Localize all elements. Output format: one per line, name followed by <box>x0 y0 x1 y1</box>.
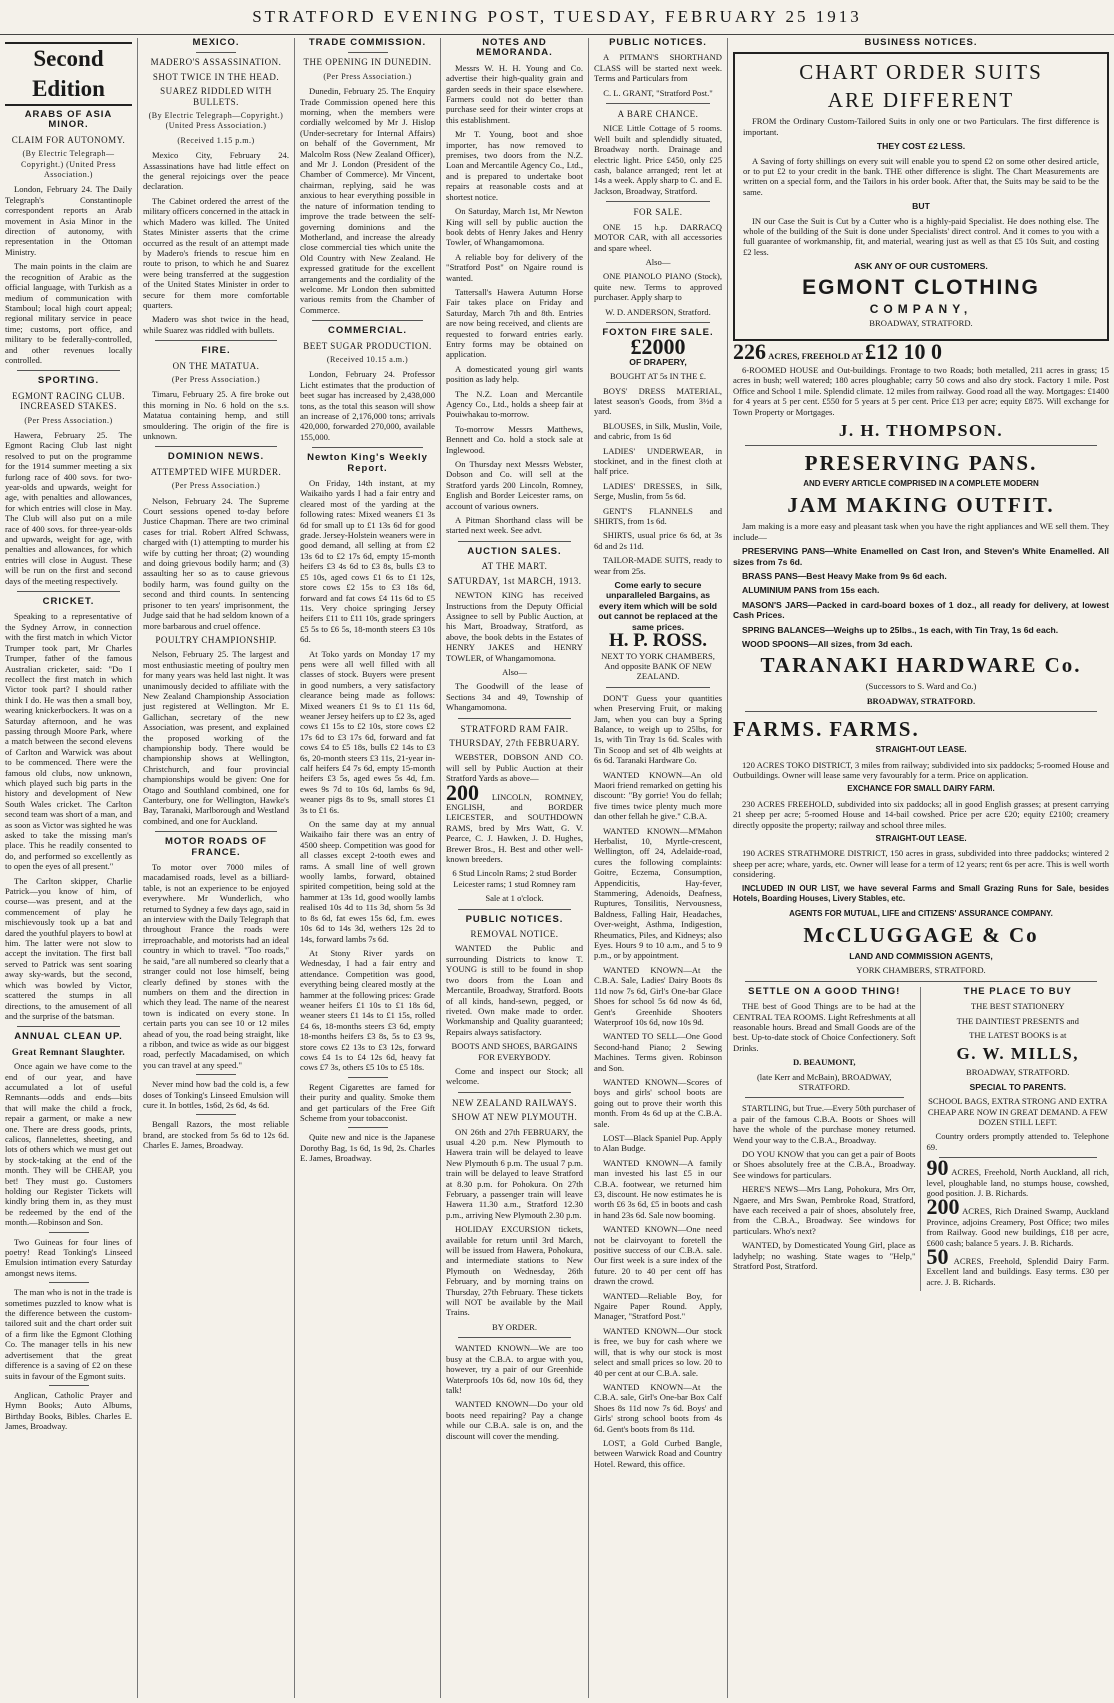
chart-order-paragraph: IN our Case the Suit is Cut by a Cutter who is a highly-paid Specialist. He does nothing else. The whole of the building of the Suit is done under Specialists' direct control. And it comes to you with a full guarantee of workmanship, fit, and material, wearing just as well as that £5 10s Suit, and costing £2 less. <box>743 215 1099 257</box>
mart-date: SATURDAY, 1st MARCH, 1913. <box>447 575 582 586</box>
wanted-paragraph: WANTED TO SELL—One Good Second-hand Piano; 2 Sewing Machines. Terms given. Robinson and Son. <box>594 1031 722 1073</box>
mart-subheading: AT THE MART. <box>481 561 548 572</box>
farms-title: FARMS. <box>733 717 824 742</box>
chart-order-ask: ASK ANY OF OUR CUSTOMERS. <box>854 261 988 272</box>
arabs-byline: (By Electric Telegraph—Copyright.) (United Press Association.) <box>21 149 116 180</box>
divider <box>196 1074 236 1075</box>
newton-paragraph: At Toko yards on Monday 17 my pens were all well filled with all classes of stock. Buyers were present in good numbers, a very satisfactory clearance being made as follows: Mixed weaners £1 9s to £1 11s 6d, weaner Jersey heifers up to £2 3s, aged cows £1 15s to £2 10s, store cows £2 17s 6d to £3 17s 6d, forward and fat cows £4 to £5 18s, bulls £2 14s to £3 6s, 20-month steers £3 11s, 21-year in-calf heifers £4 7s 6d, empty 15-month heifers £3 5s, aged ewes 5s 4d, f.m. ewes 9s 7d to 10s 6d, lambs 6s 9d, weaner pigs 8s to 9s, small stores £1 3s to £1 6s. <box>300 648 435 815</box>
cricket-paragraph: The Carlton skipper, Charlie Patrick—you know of him, of course—was present, and at the commencement of play he mischievously took up a bat and dared the youthful players to bowl at him. The latter were not slow to accept the invitation. The first ball served to Patrick was sent soaring away sky-wards, but the second, which was bowled by Victor, scattered the stumps in all directions, to the amusement of all and the surprise of the batsman. <box>5 875 132 1021</box>
newton-paragraph: At Stony River yards on Wednesday, I had a fair entry and attendance. Competition was good, everything being cleared mostly at the hammer at the following prices: Grade weaner heifers £1 10s to £1 18s 6d, weaner steers £1 14s to £1 15s, rolled £4 6s, 18-months steers £3 6d, empty 18-months heifers £3 8s, 5s to £3 9s, store cows £2 13s to £3 12s, forward cows £4 1s to £4 12s 6d, heavy fat cows £7 3s, others £5 10s to £5 18s. <box>300 947 435 1073</box>
mexico-subheading: SHOT TWICE IN THE HEAD. <box>152 71 280 82</box>
divider <box>155 831 277 832</box>
bottom-left-ads <box>733 987 921 1292</box>
notes-paragraph: Messrs W. H. H. Young and Co. advertise their high-quality grain and garden seeds in their space elsewhere. Farmers could not do better than purchase seed for their winter crops at this establishment. <box>446 62 583 125</box>
divider <box>458 718 571 719</box>
divider <box>745 445 1097 446</box>
ross-name: H. P. ROSS. <box>608 630 708 652</box>
mart-also: Also— <box>502 666 527 677</box>
jam-item: BRASS PANS—Best Heavy Make from 9s 6d each. <box>742 570 947 581</box>
mccluggage-address: YORK CHAMBERS, STRATFORD. <box>856 965 986 976</box>
jam-paragraph: Jam making is a more easy and pleasant task when you have the right appliances and WE sell them. They include— <box>733 521 1109 542</box>
jam-item-list <box>733 546 1109 649</box>
notes-paragraph: On Saturday, March 1st, Mr Newton King will sell by public auction the book debts of Henry Jakes and Henry Towler, of Whangamomona. <box>446 206 583 248</box>
foxton-item: LADIES' DRESSES, in Silk, Serge, Muslin, from 5s 6d. <box>594 480 722 502</box>
removal-paragraph: WANTED the Public and surrounding Districts to know T. YOUNG is still to be found in shop two doors from the Loan and Mercantile, Broadway, Stratford. Boots of all kinds, hand-sewn, pegged, or riveted. Own make made to order. Workmanship and Quality guaranteed; Repairs always satisfactory. <box>446 943 583 1037</box>
place-line: THE DAINTIEST PRESENTS and <box>956 1015 1079 1026</box>
bibles-paragraph: Anglican, Catholic Prayer and Hymn Books; Auto Albums, Birthday Books, Bibles. Charles E. James, Broadway. <box>5 1389 132 1432</box>
bottom-right-ads <box>927 987 1110 1292</box>
mccluggage-subtitle: LAND AND COMMISSION AGENTS, <box>849 950 993 961</box>
for-sale-paragraph: ONE 15 h.p. DARRACQ MOTOR CAR, with all accessories and spare wheel. <box>594 221 722 253</box>
divider <box>606 687 710 688</box>
divider <box>348 1077 388 1078</box>
trade-heading: TRADE COMMISSION. <box>308 38 427 48</box>
wanted-paragraph: WANTED—Reliable Boy, for Ngaire Paper Round. Apply, Manager, "Stratford Post." <box>594 1290 722 1322</box>
pitman-contact: C. L. GRANT, "Stratford Post." <box>603 87 713 98</box>
mexico-byline: (By Electric Telegraph—Copyright.) (United Press Association.) <box>148 111 284 131</box>
ram-list: 6 Stud Lincoln Rams; 2 stud Border Leicester rams; 1 stud Romney ram <box>452 868 577 889</box>
arabs-heading: ARABS OF ASIA MINOR. <box>24 109 113 131</box>
thompson-name: J. H. THOMPSON. <box>838 420 1004 440</box>
wanted-paragraph: WANTED KNOWN—An old Maori friend remarked on getting his discount: "By gorrie! You do fellah; five times twice plenty much more dan other fellah he give." C.B.A. <box>594 769 722 822</box>
settle-heading: SETTLE ON A GOOD THING! <box>748 985 901 997</box>
mexico-paragraph: The Cabinet ordered the arrest of the military officers concerned in the attack in which Madero was killed. The United States Minister asserts that the crime occurred as the result of an attempt made by Madero's friends to rescue him en route to prison, to which he and Suarez were being transferred at the suggestion of the United States Minister in order to secure for them more comfortable quarters. <box>143 195 289 310</box>
wanted-paragraph: WANTED KNOWN—M'Mahon Herbalist, 10, Myrtle-crescent, Wellington, off 24, Adelaide-road, cures the following complaints: Goitre, Eczema, Consumption, Appendicitis, Hay-fever, Stammering, Adenoids, Deafness, Ruptures, Tonsilitis, Nervousness, Baldness, Falling Hair, Headaches, Over-weight, Asthma, Indigestion, Rheumatics, Piles, and Kidneys; also Eyes. Hours 9 to 10 a.m., and 5 to 9 p.m., or by appointment. <box>594 825 722 961</box>
fire-subheading: ON THE MATATUA. <box>172 360 260 371</box>
jam-item: SPRING BALANCES—Weighs up to 25lbs., 1s each, with Tin Tray, 1s 6d each. <box>742 624 1059 635</box>
wanted-paragraph: WANTED KNOWN—A family man invested his last £5 in our C.B.A. footwear, we returned him £3, discount. He now estimates he is worth £6 3s 6d, £5 in boots and cash in hand 23s 6d. Sale now booming. <box>594 1157 722 1220</box>
railways-subheading: NEW ZEALAND RAILWAYS. <box>451 1097 578 1108</box>
divider <box>745 1097 904 1098</box>
railways-paragraph: ON 26th and 27th FEBRUARY, the usual 4.20 p.m. New Plymouth to Hawera train will be delayed to leave New Plymouth 6 p.m. The usual 7 p.m. train will be delayed to leave Stratford at 8.30 p.m. for Pohokura. On 27th February, a passenger train will leave Hawera 11.30 a.m., Stratford 12.30 p.m., arriving New Plymouth 2.30 p.m. <box>446 1126 583 1220</box>
foxton-bought: BOUGHT AT 5s IN THE £. <box>610 371 706 382</box>
mexico-heading: MEXICO. <box>192 38 240 48</box>
mexico-paragraph: Mexico City, February 24. Assassinations have had little effect on the general rejoicings over the peace declaration. <box>143 150 289 192</box>
commercial-subheading: BEET SUGAR PRODUCTION. <box>303 340 432 351</box>
commercial-heading: COMMERCIAL. <box>327 325 408 337</box>
commercial-paragraph: London, February 24. Professor Licht estimates that the production of beet sugar has increased by 2,438,000 tons, as the total this season will show an increase of 2,176,000 tons; arrivals 420,000, forwarded 270,000, available 155,000. <box>300 369 435 442</box>
clean-up-heading: ANNUAL CLEAN UP. <box>14 1031 123 1043</box>
divider <box>17 1026 120 1027</box>
guineas-paragraph: Two Guineas for four lines of poetry! Read Tonking's Linseed Emulsion intimation every Saturday amongst news items. <box>5 1236 132 1278</box>
divider <box>606 201 710 202</box>
for-sale-subheading: FOR SALE. <box>633 207 683 218</box>
listing-acres: 90 <box>926 1155 949 1181</box>
public-notices-heading: PUBLIC NOTICES. <box>465 913 564 925</box>
taranaki-hardware-subtitle: (Successors to S. Ward and Co.) <box>865 681 977 692</box>
foxton-item: TAILOR-MADE SUITS, ready to wear from 25s. <box>594 555 722 576</box>
mart-paragraph: The Goodwill of the lease of Sections 34 and 49, Township of Whangamomona. <box>446 681 583 713</box>
listing-text: ACRES, Freehold, Splendid Dairy Farm. Excellent land and buildings. Easy terms. £30 per acre. J. B. Richards. <box>926 1256 1109 1287</box>
startling-paragraph: STARTLING, but True.—Every 50th purchaser of a pair of the famous C.B.A. Boots or Shoes will have the whole of the purchase money returned. Wend your way to the C.B.A., Broadway. <box>733 1103 916 1145</box>
divider <box>196 1114 236 1115</box>
taranaki-hardware-address: BROADWAY, STRATFORD. <box>866 695 976 706</box>
foxton-item: BOYS' DRESS MATERIAL, latest season's Goods, from 3½d a yard. <box>594 385 722 417</box>
wanted-paragraph: WANTED KNOWN—At the C.B.A. Sale, Ladies' Dairy Boots 8s 11d now 7s 6d, Girl's One-bar Glace Shoes for school 5s 6d now 4s 6d, Gent's Greenhide Shooters Waterproof 10s 6d, now 10s 9d. <box>594 964 722 1027</box>
listing-text: ACRES, Freehold, North Auckland, all rich, level, ploughable land, no stumps house, cowshed, good position. J. B. Richards. <box>926 1167 1109 1198</box>
special-heading: SPECIAL TO PARENTS. <box>969 1081 1066 1092</box>
by-order: BY ORDER. <box>491 1321 538 1332</box>
trade-byline: (Per Press Association.) <box>323 71 412 81</box>
foxton-note: Come early to secure unparalleled Bargains, as every item which will be sold out cannot be replaced at the same prices. <box>598 580 718 632</box>
farms-title: FARMS. <box>829 717 920 742</box>
foxton-item: SHIRTS, usual price 6s 6d, at 3s 6d and 2s 11d. <box>594 530 722 551</box>
mexico-received: (Received 1.15 p.m.) <box>177 135 255 145</box>
chart-order-title: CHART ORDER SUITS <box>799 60 1043 85</box>
chart-order-less: THEY COST £2 LESS. <box>876 141 966 152</box>
divider <box>606 322 710 323</box>
for-sale-paragraph: ONE PIANOLO PIANO (Stock), quite new. Terms to approved purchaser. Apply sharp to <box>594 271 722 303</box>
beaumont-address: (late Kerr and McBain), BROADWAY, STRATFORD. <box>756 1071 892 1092</box>
wanted-girl-paragraph: WANTED, by Domesticated Young Girl, place as ladyhelp; no washing. State wages to "Help," Stratford Post, Stratford. <box>733 1240 916 1272</box>
fire-paragraph: Timaru, February 25. A fire broke out this morning in No. 6 hold on the s.s. Matatua containing hemp, and still smouldering. The origin of the fire is unknown. <box>143 389 289 441</box>
divider <box>458 541 571 542</box>
divider <box>155 446 277 447</box>
divider <box>17 370 120 371</box>
mexico-subheading: MADERO'S ASSASSINATION. <box>150 57 282 68</box>
column-4 <box>441 38 589 1698</box>
column-3 <box>295 38 441 1698</box>
fire-heading: FIRE. <box>201 345 231 357</box>
chart-order-paragraph: FROM the Ordinary Custom-Tailored Suits in only one or two Particulars. The first difference is important. <box>743 116 1099 137</box>
sporting-heading: SPORTING. <box>37 375 100 387</box>
divider <box>458 909 571 910</box>
bottom-ads-row <box>733 987 1109 1292</box>
dominion-heading: DOMINION NEWS. <box>167 451 265 463</box>
egmont-address: BROADWAY, STRATFORD. <box>869 318 973 329</box>
wanted-paragraph: WANTED KNOWN—Our stock is free, we buy for cash where we will, that is why our stock is most select and small prices so low. 20 to 40 per cent at our C.B.A. sale. <box>594 1325 722 1378</box>
foxton-item: BLOUSES, in Silk, Muslin, Voile, and cabric, from 1s 6d <box>594 420 722 442</box>
settle-paragraph: THE best of Good Things are to be had at the CENTRAL TEA ROOMS. Light Refreshments at all reasonable hours. Bread and Small Goods are of the best. Up-to-date stock of Choice Confectionery. Soft Drinks. <box>733 1001 916 1053</box>
divider <box>49 1385 89 1386</box>
notes-heading: NOTES AND MEMORANDA. <box>476 38 553 59</box>
listing-text: ACRES, Rich Drained Swamp, Auckland Province, adjoins Creamery, Post Office; two miles from Railway. Good new buildings, £18 per acre, £600 cash; balance 5 years. J. B. Richards. <box>926 1206 1109 1248</box>
foxton-item: LADIES' UNDERWEAR, in stockinet, and in the finest cloth at half price. <box>594 445 722 477</box>
preserving-pans-title: PRESERVING PANS. <box>804 450 1038 475</box>
chart-order-title: ARE DIFFERENT <box>827 88 1015 113</box>
lost-paragraph: LOST, a Gold Curbed Bangle, between Warwick Road and Country Hotel. Reward, this office. <box>594 1437 722 1469</box>
farm-paragraph: 6-ROOMED HOUSE and Out-buildings. Frontage to two Roads; both metalled, 211 acres in grass; 15 acres in bush; well watered; 180 acres ploughable; carry 50 cows and also dry stock. Factory 1 mile. Post Office and School 1 mile. Splendid climate. 12 miles from railway. Good road all the way. Mortgages: £1400 for 4 years at 5 per cent. £550 for 5 years at 5 per cent. Price £13 per acre; equity £875. Will exchange for Town Property or Mortgages. <box>733 364 1109 417</box>
farm-price: £12 10 0 <box>864 338 942 364</box>
dominion-byline: (Per Press Association.) <box>171 481 261 491</box>
column-6 <box>728 38 1114 1698</box>
lease-heading: STRAIGHT-OUT LEASE. <box>875 745 967 755</box>
wanted-paragraph: WANTED KNOWN—One need not be clairvoyant to foretell the positive success of our C.B.A. sale. Our first week is a sure index of the future. 20 to 40 per cent off has drawn the crowd. <box>594 1224 722 1287</box>
mills-name: G. W. MILLS, <box>956 1044 1079 1064</box>
farm-type: ACRES, FREEHOLD AT <box>768 350 863 361</box>
divider <box>155 340 277 341</box>
divider <box>348 52 388 53</box>
auction-heading: AUCTION SALES. <box>467 545 562 557</box>
divider <box>348 1127 388 1128</box>
pitman-paragraph: A PITMAN'S SHORTHAND CLASS will be started next week. Terms and Particulars from <box>594 52 722 84</box>
preserving-subtitle: AND EVERY ARTICLE COMPRISED IN A COMPLETE MODERN <box>803 478 1039 488</box>
divider <box>49 1232 89 1233</box>
chart-order-paragraph: A Saving of forty shillings on every suit will enable you to spend £2 on some other desired article, or to put £2 to your credit in the bank. THE other difference is slight. The Chart Measurements are written on a special form, and the Tailors in his order book. After that, the Suits may be said to be the same. <box>743 155 1099 197</box>
for-sale-also: Also— <box>645 256 671 267</box>
divider <box>49 1282 89 1283</box>
chart-order-ad <box>733 52 1109 340</box>
clean-up-subheading: Great Remnant Slaughter. <box>11 1046 126 1057</box>
column-1 <box>0 38 138 1698</box>
emulsion-paragraph: Never mind how bad the cold is, a few doses of Tonking's Linseed Emulsion will cure it. In bottles, 1s6d, 2s 6d, 4s 6d. <box>143 1079 289 1110</box>
egmont-company: COMPANY, <box>869 301 973 316</box>
ram-breeds: LINCOLN, ROMNEY, ENGLISH, and BORDER LEICESTER, and SOUTHDOWN RAMS, bred by Mrs Watt, G. V. Pearce, C. J. Hawken, J. D. Hughes, Brewer Bros., H. Best and other well-known breeders. <box>446 791 583 865</box>
removal-subheading: REMOVAL NOTICE. <box>470 929 559 940</box>
jam-item: ALUMINIUM PANS from 15s each. <box>742 585 880 596</box>
farm-acres: 226 <box>733 338 766 364</box>
divider <box>939 1157 1098 1158</box>
dorothy-bag-paragraph: Quite new and nice is the Japanese Dorothy Bag, 1s 6d, 1s 9d, 2s. Charles E. James, Broadway. <box>300 1132 435 1164</box>
public-notices-heading: PUBLIC NOTICES. <box>609 38 707 48</box>
column-2 <box>138 38 295 1698</box>
sporting-byline: (Per Press Association.) <box>24 415 113 425</box>
heres-news-paragraph: HERE'S NEWS—Mrs Lang, Pohokura, Mrs Orr, Ngaere, and Mrs Swan, Pembroke Road, Stratford, have each received a pair of shoes, absolutely free, from the C.B.A., Broadway. See windows for particulars. Who's next? <box>733 1184 916 1236</box>
farm-listing: 230 ACRES FREEHOLD, subdivided into six paddocks; all in good English grasses; at present carrying 21 sheep per acre; 5-roomed House and 14-bail cowshed. Price per acre £20; equity £2100; creamery directly opposite the property; railway and school three miles. <box>733 798 1109 830</box>
notes-paragraph: To-morrow Messrs Matthews, Bennett and Co. hold a stock sale at Inglewood. <box>446 423 583 455</box>
farm-listing: 190 ACRES STRATHMORE DISTRICT, 150 acres in grass, subdivided into three paddocks; wintered 2 sheep per acre; whare, yards, etc. Owner will lease for a term of 12 years; rent 6s per acre. This is well worth considering. <box>733 848 1109 880</box>
bare-chance-subheading: A BARE CHANCE. <box>617 109 699 120</box>
ram-count: 200 <box>446 779 479 805</box>
notes-paragraph: A Pitman Shorthand class will be started next week. See advt. <box>446 515 583 536</box>
jam-outfit-title: JAM MAKING OUTFIT. <box>787 493 1055 518</box>
jam-item: MASON'S JARS—Packed in card-board boxes of 1 doz., all ready for delivery, at lowest Cash Prices. <box>733 599 1109 621</box>
arabs-paragraph: The main points in the claim are the recognition of Arabic as the official language, with Turkish as a medium of communication with Stamboul; local high court appeal; regional military service in peace time; customs, port office, and military to be federally-controlled, and other revenues locally controlled. <box>5 261 132 365</box>
taranaki-hardware-title: TARANAKI HARDWARE Co. <box>760 653 1082 678</box>
place-to-buy-heading: THE PLACE TO BUY <box>963 985 1072 997</box>
motor-heading: MOTOR ROADS OF FRANCE. <box>165 836 267 858</box>
for-sale-contact: W. D. ANDERSON, Stratford. <box>605 306 711 317</box>
notes-paragraph: Tattersall's Hawera Autumn Horse Fair takes place on Friday and Saturday, March 7th and 8th. Entries are now being received, and clients are requested to forward entries early. Entry forms may be obtained on application. <box>446 286 583 360</box>
motor-paragraph: To motor over 7000 miles of macadamised roads, level as a billiard-table, is not an experience to be enjoyed everywhere. Mr Wunderlich, who returned to Sydney a few days ago, said in an interview with the Daily Telegraph that throughout France the roads were irreproachable, and motorists had an ideal country in which to travel. "Too roads," he said, "are all numbered so clearly that a stranger could not lose himself, being clearly defined by stones with the numbers on them and the direction in which they lead. The name of the nearest town is indicated on every stone. In certain parts you can see 10 or 12 miles ahead of you, the road being straight, like a ribbon, and twice as wide as our biggest road, perfectly Macadamised, on which you can travel at any speed." <box>143 862 289 1070</box>
farm-listing: 120 ACRES TOKO DISTRICT, 3 miles from railway; subdivided into six paddocks; 5-roomed House and Outbuildings. Owner will lease same very favourably for a term. Price on application. <box>733 759 1109 781</box>
foxton-drapery: OF DRAPERY, <box>629 356 687 367</box>
ram-fair-date: THURSDAY, 27th FEBRUARY. <box>449 737 580 748</box>
beaumont-name: D. BEAUMONT, <box>792 1057 856 1068</box>
divider <box>458 1337 571 1338</box>
exchange-heading: EXCHANCE FOR SMALL DAIRY FARM. <box>847 784 995 794</box>
mexico-subheading: SUAREZ RIDDLED WITH BULLETS. <box>160 86 272 107</box>
cricket-heading: CRICKET. <box>42 596 95 608</box>
country-orders: Country orders promptly attended to. Telephone 69. <box>926 1131 1109 1152</box>
do-you-know-paragraph: DO YOU KNOW that you can get a pair of Boots or Shoes absolutely free at the C.B.A., Broadway. See windows for particulars. <box>733 1149 916 1180</box>
jam-item: WOOD SPOONS—All sizes, from 3d each. <box>742 639 913 649</box>
divider <box>312 447 423 448</box>
notes-paragraph: A domesticated young girl wants position as lady help. <box>446 363 583 385</box>
place-line: THE BEST STATIONERY <box>970 1001 1065 1012</box>
newton-paragraph: On the same day at my annual Waikaiho fair there was an entry of 4500 sheep. Competition was good for all classes except 2-tooth ewes and rams. A small line of well grown woolly lambs, forward, obtained spirited competition, being sold at the hammer at 13s 1d, good woolly lambs realised 10s 4d to 11s 3d, shorn 5s 3d to 8s 6d, fat ewes 15s 6d, f.m. ewes 10s 6d to 14s 3d, wethers 12s 2d to 14s, forward lambs 7s 6d. <box>300 819 435 944</box>
special-paragraph: SCHOOL BAGS, EXTRA STRONG AND EXTRA CHEAP ARE NOW IN GREAT DEMAND. A FEW DOZEN STILL LEFT. <box>927 1096 1108 1127</box>
divider <box>458 1092 571 1093</box>
railways-subheading: SHOW AT NEW PLYMOUTH. <box>451 1112 578 1123</box>
foxton-heading: FOXTON FIRE SALE. <box>602 326 714 338</box>
ram-fair-subheading: STRATFORD RAM FAIR. <box>460 723 569 734</box>
notes-paragraph: The N.Z. Loan and Mercantile Agency Co., Ltd., holds a sheep fair at Pouiwhakau to-morrow. <box>446 388 583 420</box>
lost-paragraph: LOST—Black Spaniel Pup. Apply to Alan Budge. <box>594 1132 722 1154</box>
business-notices-heading: BUSINESS NOTICES. <box>864 38 978 48</box>
chart-order-but: BUT <box>912 201 930 212</box>
arabs-subheading: CLAIM FOR AUTONOMY. <box>11 134 126 145</box>
ram-fair-paragraph: WEBSTER, DOBSON AND CO. will sell by Public Auction at their Stratford Yards as above— <box>446 752 583 784</box>
razors-paragraph: Bengall Razors, the most reliable brand, are stocked from 5s 6d to 12s 6d. Charles E. James, Broadway. <box>143 1119 289 1151</box>
divider <box>606 103 710 104</box>
foxton-price: £2000 <box>630 334 686 360</box>
suit-paragraph: The man who is not in the trade is sometimes puzzled to know what is the difference between the custom-tailored suit and the chart order suit of a firm like the Egmont Clothing Co. The manager tells in his new advertisement that the great difference is a saving of £2 on these suits in favour of the Egmont suits. <box>5 1287 132 1381</box>
included-note: INCLUDED IN OUR LIST, we have several Farms and Small Grazing Runs for Sale, besides Hotels, Boarding Houses, Livery Stables, etc. <box>733 883 1109 904</box>
divider <box>745 981 1097 982</box>
ram-sale-time: Sale at 1 o'clock. <box>485 893 544 904</box>
trade-subheading: THE OPENING IN DUNEDIN. <box>303 57 432 68</box>
notes-paragraph: A reliable boy for delivery of the "Stratford Post" on Ngaire round is wanted. <box>446 251 583 283</box>
clean-up-paragraph: Once again we have come to the end of our year, and have accumulated a lot of useful Remnants—odds and ends—bits that will make the child a frock, repair a garment, or make a new one. There are dress goods, prints, calicos, flannelettes, sheeting, and lots of others which we must get out by stock-taking at the end of the month. They will be CHEAP, you bet! They must go. Customers holding our Register Tickets will kindly bring them in, as they must be redeemed by the end of the month.—Robinson and Son. <box>5 1061 132 1228</box>
edition-title: Second Edition <box>5 42 132 106</box>
removal-tagline: BOOTS AND SHOES, BARGAINS FOR EVERYBODY. <box>451 1041 578 1062</box>
foxton-item-list <box>594 386 722 577</box>
mills-address: BROADWAY, STRATFORD. <box>966 1067 1070 1078</box>
excursion-paragraph: HOLIDAY EXCURSION tickets, available for return until 3rd March, will be issued from Hawera, Pohokura, and intermediate stations to New Plymouth on Wednesday, 26th February, and by morning trains on Thursday, 27th February. These tickets will NOT be available by the Mail Trains. <box>446 1224 583 1318</box>
cricket-paragraph: Speaking to a representative of the Sydney Arrow, in connection with the first match in which Victor Trumper took part, Mr Charles Trumper, father of the famous Australian cricketer, said: "Do I recollect the first match in which Victor took part? I should rather think I do. He was then a small boy, wearing knickerbockers. It was on a Saturday afternoon, and he was passing through Moore Park, where a match between the second elevens of Carlton and Warwick was about to be commenced. There were the famous old clubs, now unknown, which played such big parts in the history and development of New South Wales cricket. The Carlton second team was short of a man, and as soon as Victor was sighted he was asked to take the missing man's place. This he readily consented to do, and performed so excellently as to open the eyes of all present." <box>5 611 132 872</box>
wanted-paragraph: WANTED KNOWN—Do your old boots need repairing? Pay a change while our C.B.A. sale is on, and the discount will cover the mending. <box>446 1399 583 1441</box>
place-line: THE LATEST BOOKS is at <box>969 1029 1067 1040</box>
newton-heading: Newton King's Weekly Report. <box>307 452 428 474</box>
divider <box>745 711 1097 712</box>
ross-address: NEXT TO YORK CHAMBERS, And opposite BANK OF NEW ZEALAND. <box>601 650 715 682</box>
newton-paragraph: On Friday, 14th instant, at my Waikaiho yards I had a fair entry and cleared most of the yarding at the following rates: Mixed weaners £1 3s 6d for small up to £1 13s 6d for good grade. Jersey-Holstein weaners were in good demand, all selling at from £2 13s 6d to £2 17s 6d, empty 15-month heifers £3 4s 6d to £3 8s, bulls £3 to £5 10s, aged cows £1 6s to £1 12s, store cows £2 15s to £3 18s 6d, forward and fat cows £4 11s 6d to £5 11s. Very choice springing Jersey heifers £11 to £11 10s, grade springers £5 5s to £6 5s, 18-month steers £3 10s 6d. <box>300 478 435 645</box>
poultry-subheading: POULTRY CHAMPIONSHIP. <box>155 634 277 645</box>
removal-paragraph: Come and inspect our Stock; all welcome. <box>446 1065 583 1087</box>
divider <box>312 320 423 321</box>
farms-title-row <box>733 717 1109 745</box>
sporting-paragraph: Hawera, February 25. The Egmont Racing Club last night resolved to put on the programme for the 1914 summer meeting a six furlong race of 400 sovs. for two-year-olds and upwards, weight for age, with penalties and allowances, for which entries will close in May. The Club will also put on a mile race of 400 sovs. for three-year-olds and upwards, weight for age, with penalties and allowances, for which entries will close in August. These will be run on the first and second days of the meeting respectively. <box>5 429 132 586</box>
egmont-name: EGMONT CLOTHING <box>802 275 1040 299</box>
wanted-paragraph: WANTED KNOWN—At the C.B.A. sale, Girl's One-bar Box Calf Shoes 8s 11d now 7s 6d. Boys' and Girls' strong school boots from 4s 6d. Gent's boots from 8s 11d. <box>594 1381 722 1434</box>
arabs-paragraph: London, February 24. The Daily Telegraph's Constantinople correspondent reports an Arab movement in Asia Minor in the direction of autonomy, with representation in the Ottoman Ministry. <box>5 184 132 257</box>
masthead: STRATFORD EVENING POST, TUESDAY, FEBRUARY 25 1913 <box>0 0 1114 35</box>
notes-paragraph: Mr T. Young, boot and shoe importer, has now removed to premises, two doors from the N.Z. Loan and Mercantile Agency Co., Ltd., and is prepared to undertake boot repairs at reasonable costs and at shortest notice. <box>446 129 583 202</box>
column-5 <box>589 38 728 1698</box>
sporting-subheading: EGMONT RACING CLUB. INCREASED STAKES. <box>11 390 126 412</box>
trade-paragraph: Dunedin, February 25. The Enquiry Trade Commission opened here this morning, when the members were cordially welcomed by Mr J. Hislop (Under-secretary for Internal Affairs) on behalf of the Government, Mr Malcolm Ross (New Zealand Officer), and Mr J. London (President of the Chamber of Commerce). Mr Vincent, chairman, replying, said he was anxious to hear everything possible in the nature of information tending to improve the trade between the self-governing dominions and the Motherland, and increase the already close commercial ties which unite the Old Country with New Zealand. He expressed gratitude for the excellent arrangements and the cordiality of the welcome. Mr London then submitted various remits from the Chamber of Commerce. <box>300 86 435 315</box>
mccluggage-name: McCLUGGAGE & Co <box>803 922 1039 947</box>
cigarettes-paragraph: Regent Cigarettes are famed for their purity and quality. Smoke them and get particulars of the Free Gift Scheme from your tobacconist. <box>300 1081 435 1123</box>
wanted-paragraph: WANTED KNOWN—We are too busy at the C.B.A. to argue with you, however, try a pair of our Greenhide Waterproofs 10s 6d, now 10s 6d, they talk! <box>446 1343 583 1395</box>
listing-acres: 50 <box>926 1244 949 1270</box>
jam-item: PRESERVING PANS—White Enamelled on Cast Iron, and Steven's White Enamelled. All sizes from 7s 6d. <box>733 546 1109 567</box>
poultry-paragraph: Nelson, February 25. The largest and most enthusiastic meeting of poultry men for many years was held last night. It was unanimously decided to affiliate with the New Zealand Championship Association just registered at Wellington. Mr E. Gallichan, secretary of the new Association, was present, and explained the proposed working of the championship body. There would be championship shows at Wellington, Christchurch, and four provincial championships would be given: One for Otago and Southland combined, one for Canterbury, one for Wellington, Hawke's Bay, Taranaki, Marlborough and Westland combined, and one for Auckland. <box>143 649 289 826</box>
lease-heading: STRAIGHT-OUT LEASE. <box>875 834 967 844</box>
mexico-paragraph: Madero was shot twice in the head, while Suarez was riddled with bullets. <box>143 314 289 335</box>
dont-guess-paragraph: DON'T Guess your quantities when Preserving Fruit, or making Jam, when you can buy a Spring Balance, to weigh up to 25lbs, for 1s, with Tin Tray 1s 6d. Scales with Tin Scoop and set of 4lb weights at 6s 6d. Taranaki Hardware Co. <box>594 692 722 766</box>
bare-chance-paragraph: NICE Little Cottage of 5 rooms. Well built and splendidly situated, Broadway north. Drainage and electric light. Price £450, only £25 cash, balance arranged; rent let at 14s a week. Apply sharp to C. and E. Jackson, Broadway, Stratford. <box>594 123 722 196</box>
mart-paragraph: NEWTON KING has received Instructions from the Deputy Official Assignee to sell by Public Auction, at his Mart, Broadway, Stratford, as above, the book debts in the Estates of HENRY JAKES and HENRY TOWLER, of Whangamomona. <box>446 590 583 663</box>
divider <box>196 52 236 53</box>
commercial-received: (Received 10.15 a.m.) <box>326 354 409 364</box>
foxton-item: GENT'S FLANNELS and SHIRTS, from 1s 6d. <box>594 505 722 527</box>
wanted-paragraph: WANTED KNOWN—Scores of boys and girls' school boots are going out to prove their worth this month. From 4s 6d up at the C.B.A. sale. <box>594 1076 722 1129</box>
listing-acres: 200 <box>926 1194 960 1220</box>
notes-paragraph: On Thursday next Messrs Webster, Dobson and Co. will sell at the Stratford yards 200 Lincoln, Romney, English and Border Leicester rams, on account of various owners. <box>446 459 583 511</box>
agents-note: AGENTS FOR MUTUAL, LIFE and CITIZENS' ASSURANCE COMPANY. <box>789 908 1053 918</box>
dominion-paragraph: Nelson, February 24. The Supreme Court sessions opened to-day before Justice Chapman. There are two criminal cases for trial. Robert Alfred Schwass, charged with (1) attempting to murder his wife by cutting her throat; (2) wounding and doing grievous bodily harm; and (3) assaulting her so as to cause grievous bodily harm, was found guilty on the second and third counts. In sentencing prisoner to ten years' imprisonment, the Judge said that he had seldom known of a more barbarous and cruel offence. <box>143 495 289 631</box>
divider <box>17 591 120 592</box>
dominion-subheading: ATTEMPTED WIFE MURDER. <box>150 466 282 477</box>
fire-byline: (Per Press Association.) <box>171 374 261 384</box>
